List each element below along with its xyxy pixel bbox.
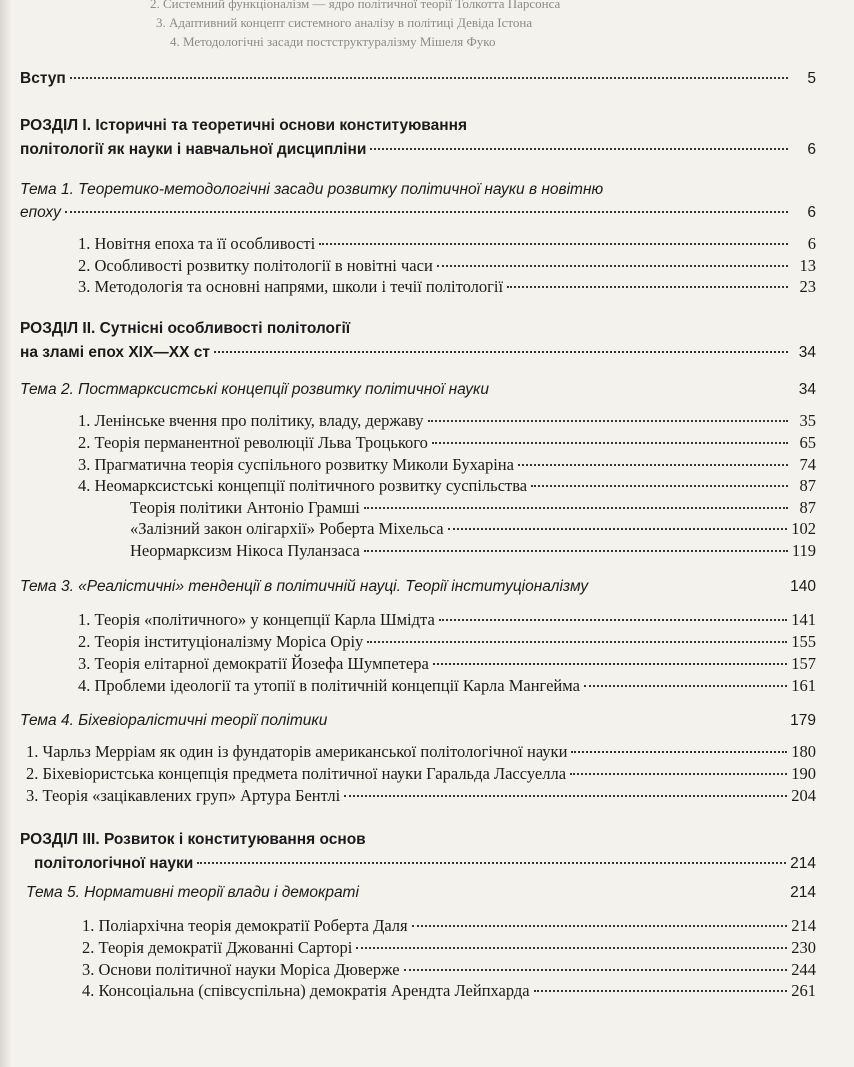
leader-dots — [367, 641, 787, 643]
section-title: політології як науки і навчальної дисципліни — [20, 141, 367, 158]
topic-title: Тема 5. Нормативні теорії влади і демократі — [26, 884, 359, 901]
toc-entry-item[interactable] — [26, 764, 816, 784]
leader-dots — [448, 528, 788, 530]
toc-entry-item[interactable] — [78, 610, 816, 630]
entry-title: 2. Теорія перманентної революції Льва Троцького — [78, 433, 428, 452]
entry-title: 4. Проблеми ідеології та утопії в політичній концепції Карла Мангейма — [78, 676, 580, 695]
page-number: 190 — [791, 764, 816, 783]
entry-title: 1. Теорія «політичного» у концепції Карла Шмідта — [78, 610, 435, 629]
toc-entry-item[interactable] — [82, 916, 816, 936]
toc-entry-item[interactable] — [78, 234, 816, 254]
entry-title: 2. Особливості розвитку політології в новітні часи — [78, 256, 433, 275]
leader-dots — [214, 351, 788, 353]
toc-entry-item[interactable] — [78, 256, 816, 276]
leader-space — [592, 585, 786, 587]
page-number: 161 — [791, 676, 816, 695]
leader-dots — [428, 420, 788, 422]
toc-entry-item[interactable] — [78, 632, 816, 652]
entry-title: 4. Консоціальна (співсуспільна) демократія Арендта Лейпхарда — [82, 981, 530, 1000]
leader-dots — [370, 148, 788, 150]
topic-title: Тема 2. Постмарксистські концепції розвитку політичної науки — [20, 381, 489, 398]
page-number: 23 — [799, 277, 816, 296]
page-number: 141 — [791, 610, 816, 629]
topic-title: Тема 3. «Реалістичні» тенденції в політичній науці. Теорії інституціоналізму — [20, 578, 589, 595]
page-number: 204 — [791, 786, 816, 805]
page-number: 6 — [807, 141, 816, 158]
leader-dots — [412, 925, 788, 927]
bleed-through-text — [0, 0, 854, 70]
leader-dots — [570, 773, 787, 775]
leader-dots — [534, 990, 788, 992]
toc-entry-item[interactable] — [82, 960, 816, 980]
leader-dots — [364, 550, 788, 552]
leader-space — [493, 388, 788, 390]
toc-entry-section3[interactable] — [34, 855, 816, 873]
leader-dots — [404, 969, 788, 971]
toc-entry-intro[interactable] — [20, 70, 816, 88]
toc-entry-subitem[interactable] — [130, 519, 816, 539]
entry-title: 2. Теорія демократії Джованні Сарторі — [82, 938, 353, 957]
entry-title: 1. Новітня епоха та її особливості — [78, 234, 316, 253]
toc-entry-subitem[interactable] — [130, 541, 816, 561]
entry-title: 1. Поліархічна теорія демократії Роберта Даля — [82, 916, 408, 935]
leader-dots — [531, 485, 788, 487]
page-number: 34 — [798, 344, 816, 361]
toc-entry-topic3[interactable] — [20, 578, 816, 596]
section-title: РОЗДІЛ ІІ. Сутнісні особливості політології — [20, 320, 351, 337]
leader-dots — [364, 507, 788, 509]
entry-title: 2. Біхевіористська концепція предмета політичної науки Гаральда Лассуелла — [26, 764, 567, 783]
page-number: 5 — [807, 70, 816, 87]
leader-dots — [197, 862, 786, 864]
topic-title: епоху — [20, 204, 61, 221]
leader-dots — [70, 77, 788, 79]
bleed-line: 3. Адаптивний концепт системного аналізу в політиці Девіда Істона — [156, 15, 533, 30]
toc-entry-subitem[interactable] — [130, 498, 816, 518]
page-number: 214 — [791, 916, 816, 935]
page-edge-shadow — [0, 0, 12, 1067]
page-number: 119 — [791, 541, 816, 560]
leader-dots — [319, 243, 788, 245]
toc-entry-item[interactable] — [78, 411, 816, 431]
page-number: 6 — [807, 204, 816, 221]
section-title: політологічної науки — [34, 855, 194, 872]
leader-space — [331, 719, 786, 721]
leader-dots — [65, 211, 788, 213]
toc-entry-item[interactable] — [78, 476, 816, 496]
page-number: 155 — [791, 632, 816, 651]
toc-entry-item[interactable] — [26, 742, 816, 762]
entry-title: 4. Неомарксистські концепції політичного розвитку суспільства — [78, 476, 528, 495]
leader-dots — [433, 663, 787, 665]
entry-title: 3. Методологія та основні напрями, школи і течії політології — [78, 277, 504, 296]
entry-title: 3. Теорія елітарної демократії Йозефа Шумпетера — [78, 654, 429, 673]
section-title: РОЗДІЛ І. Історичні та теоретичні основи конституювання — [20, 117, 468, 134]
page-number: 244 — [791, 960, 816, 979]
toc-entry-section1[interactable] — [20, 141, 816, 159]
page-number: 87 — [799, 498, 816, 517]
bleed-line: 4. Методологічні засади постструктуралізму Мішеля Фуко — [170, 34, 496, 49]
entry-title: 1. Ленінське вчення про політику, владу, державу — [78, 411, 424, 430]
entry-title: 3. Основи політичної науки Моріса Дюверже — [82, 960, 400, 979]
page-number: 157 — [791, 654, 816, 673]
toc-entry-item[interactable] — [82, 981, 816, 1001]
toc-entry-section2[interactable] — [20, 344, 816, 362]
leader-dots — [432, 442, 788, 444]
page-number: 35 — [799, 411, 816, 430]
entry-title: Неормарксизм Нікоса Пуланзаса — [130, 541, 360, 560]
toc-entry-topic2[interactable] — [20, 381, 816, 399]
entry-title: «Залізний закон олігархії» Роберта Міхельса — [130, 519, 444, 538]
page-number: 230 — [791, 938, 816, 957]
section-title: РОЗДІЛ ІІІ. Розвиток і конституювання основ — [20, 831, 366, 848]
toc-entry-item[interactable] — [78, 676, 816, 696]
leader-dots — [518, 464, 788, 466]
page-number: 214 — [790, 884, 816, 901]
page-number: 6 — [807, 234, 816, 253]
leader-dots — [437, 265, 788, 267]
page-number: 87 — [799, 476, 816, 495]
topic-title: Тема 4. Біхевіоралістичні теорії політики — [20, 712, 328, 729]
entry-title: 3. Теорія «зацікавлених груп» Артура Бентлі — [26, 786, 341, 805]
page-number: 140 — [790, 578, 816, 595]
page-number: 102 — [791, 519, 816, 538]
leader-dots — [584, 685, 787, 687]
toc-entry-item[interactable] — [82, 938, 816, 958]
leader-dots — [356, 947, 787, 949]
toc-entry-item[interactable] — [78, 277, 816, 297]
leader-dots — [571, 751, 787, 753]
entry-title: 2. Теорія інституціоналізму Моріса Оріу — [78, 632, 364, 651]
toc-entry-item[interactable] — [78, 654, 816, 674]
toc-entry-item[interactable] — [26, 786, 816, 806]
toc-entry-topic5[interactable] — [26, 884, 816, 902]
toc-entry-topic1[interactable] — [20, 204, 816, 222]
page-number: 65 — [799, 433, 816, 452]
page-number: 13 — [799, 256, 816, 275]
entry-title: 3. Прагматична теорія суспільного розвитку Миколи Бухаріна — [78, 455, 514, 474]
page-number: 34 — [798, 381, 816, 398]
entry-title: Вступ — [20, 70, 66, 87]
page-number: 180 — [791, 742, 816, 761]
page-number: 214 — [790, 855, 816, 872]
section-title: на зламі епох XIX—XX ст — [20, 344, 211, 361]
entry-title: Теорія політики Антоніо Грамші — [130, 498, 360, 517]
entry-title: 1. Чарльз Мерріам як один із фундаторів американської політологічної науки — [26, 742, 568, 761]
leader-dots — [344, 795, 787, 797]
leader-dots — [439, 619, 787, 621]
leader-space — [363, 891, 786, 893]
toc-entry-item[interactable] — [78, 433, 816, 453]
bleed-line: 2. Системний функціоналізм — ядро політичної теорії Толкотта Парсонса — [150, 0, 561, 11]
toc-entry-topic4[interactable] — [20, 712, 816, 730]
toc-entry-item[interactable] — [78, 455, 816, 475]
leader-dots — [507, 286, 788, 288]
topic-title: Тема 1. Теоретико-методологічні засади розвитку політичної науки в новітню — [20, 181, 604, 198]
page-number: 74 — [799, 455, 816, 474]
page-number: 261 — [791, 981, 816, 1000]
page-number: 179 — [790, 712, 816, 729]
